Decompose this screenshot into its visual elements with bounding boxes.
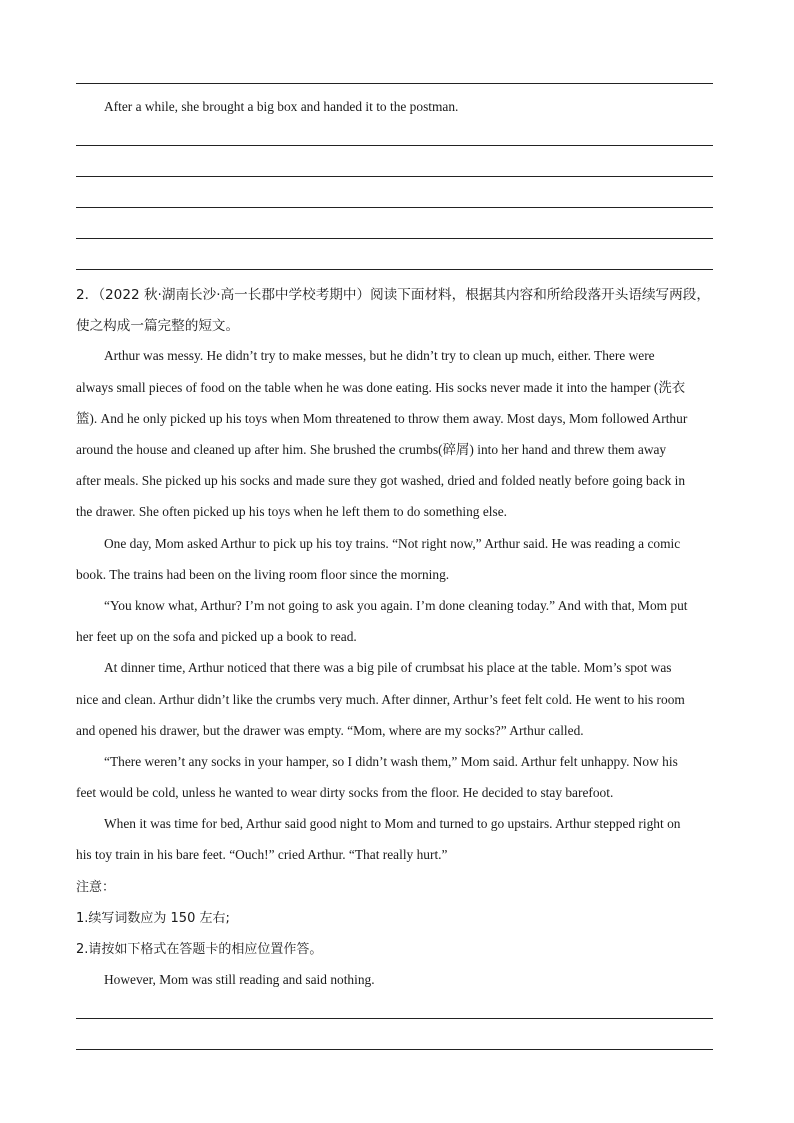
answer-line: [76, 207, 713, 208]
story-line: nice and clean. Arthur didn’t like the crumbs very much. After dinner, Arthur’s feet felt cold. He went to his room: [76, 692, 685, 707]
story-line: feet would be cold, unless he wanted to wear dirty socks from the floor. He decided to stay barefoot.: [76, 785, 614, 800]
story-line: around the house and cleaned up after him. She brushed the crumbs(碎屑) into her hand and threw them away: [76, 442, 667, 457]
note-item: 2.请按如下格式在答题卡的相应位置作答。: [76, 942, 323, 957]
story-line: always small pieces of food on the table when he was done eating. His socks never made it into the hamper (洗衣: [76, 380, 686, 395]
story-line: his toy train in his bare feet. “Ouch!” cried Arthur. “That really hurt.”: [76, 847, 448, 862]
story-line: “You know what, Arthur? I’m not going to ask you again. I’m done cleaning today.” And with that, Mom put: [104, 598, 688, 613]
paragraph-opener: After a while, she brought a big box and handed it to the postman.: [104, 99, 459, 114]
story-line: after meals. She picked up his socks and made sure they got washed, dried and folded neatly before going back in: [76, 473, 686, 488]
answer-line: [76, 1049, 713, 1050]
notes-title: 注意：: [76, 880, 116, 895]
answer-line: [76, 1018, 713, 1019]
answer-line: [76, 83, 713, 84]
story-line: When it was time for bed, Arthur said good night to Mom and turned to go upstairs. Arthur stepped right on: [104, 816, 681, 831]
answer-line: [76, 145, 713, 146]
paragraph-opener: However, Mom was still reading and said nothing.: [104, 972, 375, 987]
question-header: 2．（2022 秋·湖南长沙·高一长郡中学校考期中）阅读下面材料，根据其内容和所给段落开头语续写两段，: [76, 287, 710, 303]
story-line: her feet up on the sofa and picked up a book to read.: [76, 629, 357, 644]
story-line: At dinner time, Arthur noticed that there was a big pile of crumbsat his place at the table. Mom’s spot was: [104, 660, 672, 675]
story-line: book. The trains had been on the living room floor since the morning.: [76, 567, 450, 582]
story-line: the drawer. She often picked up his toys when he left them to do something else.: [76, 504, 508, 519]
answer-line: [76, 238, 713, 239]
story-line: 篮). And he only picked up his toys when Mom threatened to throw them away. Most days, Mom followed Arthur: [76, 411, 688, 426]
story-line: One day, Mom asked Arthur to pick up his toy trains. “Not right now,” Arthur said. He was reading a comic: [104, 536, 681, 551]
answer-line: [76, 269, 713, 270]
note-item: 1.续写词数应为 150 左右;: [76, 911, 230, 926]
story-line: Arthur was messy. He didn’t try to make messes, but he didn’t try to clean up much, either. There were: [104, 348, 655, 363]
answer-line: [76, 176, 713, 177]
story-line: “There weren’t any socks in your hamper, so I didn’t wash them,” Mom said. Arthur felt unhappy. Now his: [104, 754, 678, 769]
story-line: and opened his drawer, but the drawer was empty. “Mom, where are my socks?” Arthur called.: [76, 723, 584, 738]
question-header-cont: 使之构成一篇完整的短文。: [76, 318, 240, 334]
